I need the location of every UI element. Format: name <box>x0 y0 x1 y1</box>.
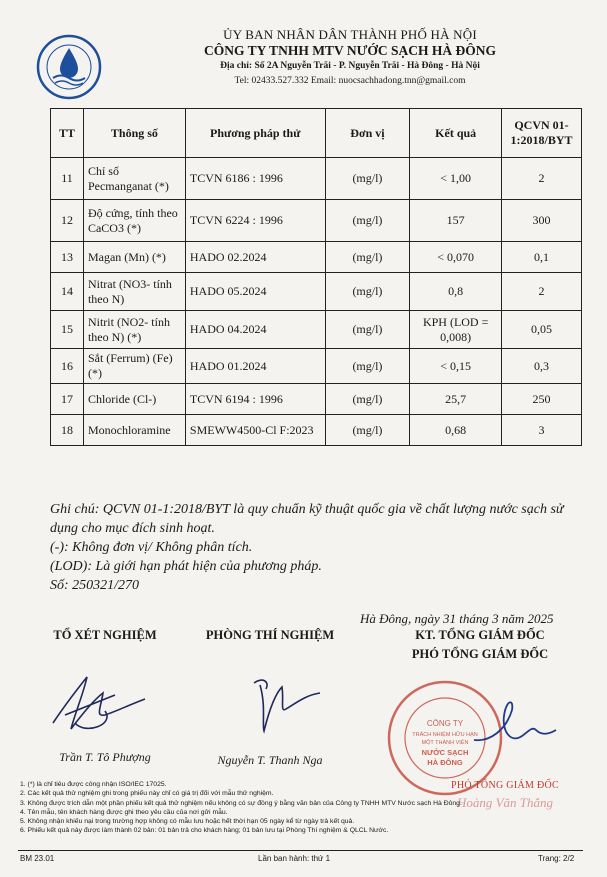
company-name: CÔNG TY TNHH MTV NƯỚC SẠCH HÀ ĐÔNG <box>204 43 496 58</box>
row-number: 13 <box>51 242 84 273</box>
page-number: Trang: 2/2 <box>538 854 575 863</box>
row-unit: (mg/l) <box>325 158 410 200</box>
director-signer: Hoàng Văn Thắng <box>456 795 554 810</box>
row-parameter: Nitrit (NO2- tính theo N) (*) <box>83 311 185 349</box>
row-parameter: Chỉ số Pecmanganat (*) <box>83 158 185 200</box>
row-method: TCVN 6186 : 1996 <box>185 158 325 200</box>
row-parameter: Sắt (Ferrum) (Fe) (*) <box>83 349 185 384</box>
results-table <box>50 108 582 446</box>
row-result: 0,8 <box>410 273 502 311</box>
col-header-result: Kết quả <box>410 109 502 158</box>
col-header-param: Thông số <box>83 109 185 158</box>
row-limit: 3 <box>502 415 582 446</box>
row-limit: 0,1 <box>502 242 582 273</box>
footnote-1: 1. (*) là chỉ tiêu được công nhận ISO/IEC 17025. <box>20 781 167 788</box>
row-number: 14 <box>51 273 84 311</box>
col-header-unit: Đơn vị <box>325 109 410 158</box>
note-dash: (-): Không đơn vị/ Không phân tích. <box>50 540 253 555</box>
table-row <box>51 242 582 273</box>
committee-name: ỦY BAN NHÂN DÂN THÀNH PHỐ HÀ NỘI <box>223 27 477 42</box>
form-code: BM 23.01 <box>20 854 55 863</box>
footnote-3: 3. Không được trích dẫn một phần phiếu kết quả thử nghiệm nếu không có sự đồng ý bằng văn bản của Công ty TNHH MTV Nước sạch Hà Đông. <box>20 799 462 807</box>
company-address: Địa chỉ: Số 2A Nguyễn Trãi - P. Nguyễn Trãi - Hà Đông - Hà Nội <box>220 61 480 71</box>
svg-text:NƯỚC SẠCH: NƯỚC SẠCH <box>421 748 469 757</box>
row-unit: (mg/l) <box>325 349 410 384</box>
issue-number: Lần ban hành: thứ 1 <box>258 854 331 863</box>
row-result: 25,7 <box>410 384 502 415</box>
row-limit: 2 <box>502 273 582 311</box>
row-result: KPH (LOD = 0,008) <box>410 311 502 349</box>
row-number: 17 <box>51 384 84 415</box>
footnote-4: 4. Tên mẫu, tên khách hàng được ghi theo yêu cầu của nơi gửi mẫu. <box>20 808 228 816</box>
row-parameter: Magan (Mn) (*) <box>83 242 185 273</box>
table-row <box>51 415 582 446</box>
date-line: Hà Đông, ngày 31 tháng 3 năm 2025 <box>360 611 554 626</box>
row-number: 12 <box>51 200 84 242</box>
col-header-tt: TT <box>51 109 84 158</box>
row-method: SMEWW4500-Cl F:2023 <box>185 415 325 446</box>
row-method: TCVN 6224 : 1996 <box>185 200 325 242</box>
company-logo <box>36 34 102 100</box>
svg-text:MỘT THÀNH VIÊN: MỘT THÀNH VIÊN <box>421 740 469 746</box>
director-title-1: KT. TỔNG GIÁM ĐỐC <box>415 628 545 642</box>
row-result: < 0,15 <box>410 349 502 384</box>
company-contact: Tel: 02433.527.332 Email: nuocsachhadong.tnn@gmail.com <box>234 76 466 86</box>
row-limit: 0,3 <box>502 349 582 384</box>
row-method: TCVN 6194 : 1996 <box>185 384 325 415</box>
row-number: 15 <box>51 311 84 349</box>
svg-text:CÔNG TY: CÔNG TY <box>426 719 464 728</box>
table-row <box>51 384 582 415</box>
row-parameter: Chloride (Cl-) <box>83 384 185 415</box>
lab-signature <box>240 665 330 745</box>
svg-text:HÀ ĐÔNG: HÀ ĐÔNG <box>427 758 463 767</box>
director-signature <box>470 690 570 760</box>
row-method: HADO 05.2024 <box>185 273 325 311</box>
row-number: 11 <box>51 158 84 200</box>
row-parameter: Monochloramine <box>83 415 185 446</box>
row-unit: (mg/l) <box>325 311 410 349</box>
row-unit: (mg/l) <box>325 242 410 273</box>
table-row <box>51 200 582 242</box>
report-number: Số: 250321/270 <box>50 578 140 593</box>
row-result: 0,68 <box>410 415 502 446</box>
col-header-limit: QCVN 01-1:2018/BYT <box>502 109 582 158</box>
row-unit: (mg/l) <box>325 273 410 311</box>
row-unit: (mg/l) <box>325 200 410 242</box>
row-unit: (mg/l) <box>325 415 410 446</box>
row-limit: 250 <box>502 384 582 415</box>
col-header-method: Phương pháp thử <box>185 109 325 158</box>
row-method: HADO 01.2024 <box>185 349 325 384</box>
notes-block <box>50 500 580 595</box>
test-team-title: TỔ XÉT NGHIỆM <box>53 628 157 642</box>
test-team-signature <box>45 665 155 745</box>
row-limit: 0,05 <box>502 311 582 349</box>
note-qcvn: Ghi chú: QCVN 01-1:2018/BYT là quy chuẩn kỹ thuật quốc gia về chất lượng nước sạch sử dụng cho mục đích sinh hoạt. <box>50 502 564 536</box>
director-role-under-stamp: PHÓ TỔNG GIÁM ĐỐC <box>451 780 559 791</box>
test-team-signer: Trần T. Tô Phượng <box>59 750 151 764</box>
footer-divider <box>18 850 583 851</box>
table-row <box>51 349 582 384</box>
row-parameter: Nitrat (NO3- tính theo N) <box>83 273 185 311</box>
table-row <box>51 158 582 200</box>
note-lod: (LOD): Là giới hạn phát hiện của phương pháp. <box>50 559 322 574</box>
row-method: HADO 02.2024 <box>185 242 325 273</box>
row-result: 157 <box>410 200 502 242</box>
footnote-6: 6. Phiếu kết quả này được làm thành 02 bản: 01 bản trả cho khách hàng; 01 bản lưu tại Phòng Thí nghiệm & QLCL Nước. <box>20 827 389 835</box>
footnote-5: 5. Không nhận khiếu nại trong trường hợp không có mẫu lưu hoặc hết thời hạn 05 ngày kể từ ngày trả kết quả. <box>20 818 355 826</box>
row-parameter: Độ cứng, tính theo CaCO3 (*) <box>83 200 185 242</box>
row-number: 16 <box>51 349 84 384</box>
lab-signer: Nguyễn T. Thanh Nga <box>217 753 323 767</box>
row-unit: (mg/l) <box>325 384 410 415</box>
row-number: 18 <box>51 415 84 446</box>
svg-text:TRÁCH NHIỆM HỮU HẠN: TRÁCH NHIỆM HỮU HẠN <box>412 732 478 738</box>
footnote-2: 2. Các kết quả thử nghiệm ghi trong phiếu này chỉ có giá trị đối với mẫu thử nghiệm. <box>20 790 274 798</box>
footnotes <box>20 780 580 836</box>
table-row <box>51 273 582 311</box>
lab-title: PHÒNG THÍ NGHIỆM <box>205 628 335 642</box>
row-limit: 2 <box>502 158 582 200</box>
row-result: < 1,00 <box>410 158 502 200</box>
table-row <box>51 311 582 349</box>
director-title-2: PHÓ TỔNG GIÁM ĐỐC <box>411 647 549 661</box>
row-method: HADO 04.2024 <box>185 311 325 349</box>
table-header-row <box>51 109 582 158</box>
row-limit: 300 <box>502 200 582 242</box>
row-result: < 0,070 <box>410 242 502 273</box>
